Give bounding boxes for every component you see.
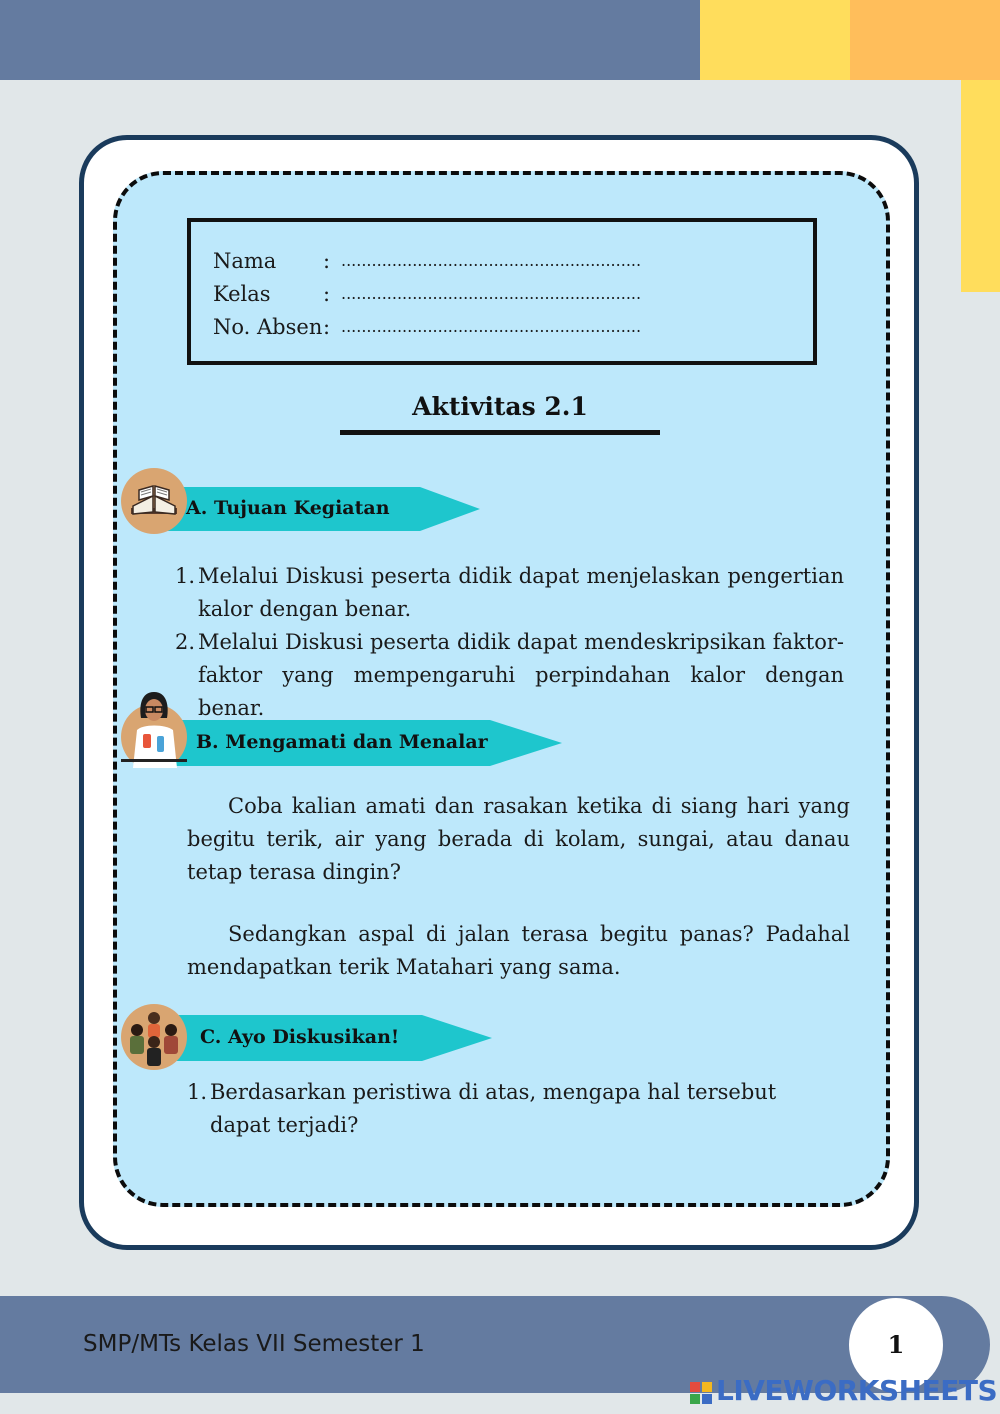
footer-text: SMP/MTs Kelas VII Semester 1 [83, 1331, 425, 1357]
list-item [175, 560, 844, 626]
discussion-group-icon [121, 1004, 187, 1070]
page-number: 1 [887, 1330, 905, 1359]
identity-colon: : [323, 282, 331, 306]
identity-colon: : [323, 249, 331, 273]
list-text: Melalui Diskusi peserta didik dapat mendeskripsikan faktor-faktor yang mempengaruhi perpindahan kalor dengan benar. [198, 630, 844, 720]
class-field[interactable]: ........................................................... [341, 284, 642, 303]
list-text: Melalui Diskusi peserta didik dapat menjelaskan pengertian kalor dengan benar. [198, 564, 844, 621]
title-underline [340, 430, 660, 435]
section-a-banner [150, 487, 480, 531]
section-c-heading: C. Ayo Diskusikan! [200, 1026, 400, 1048]
section-c-banner [150, 1015, 492, 1059]
identity-box [187, 218, 817, 365]
absen-number-field[interactable]: ........................................................... [341, 317, 642, 336]
section-b-paragraph: Sedangkan aspal di jalan terasa begitu panas? Padahal mendapatkan terik Matahari yang sama. [187, 922, 850, 979]
watermark-text: LIVEWORKSHEETS [716, 1374, 998, 1407]
identity-label: Kelas [213, 282, 271, 306]
book-icon [121, 468, 187, 534]
identity-label: Nama [213, 249, 277, 273]
list-number: 2. [175, 630, 196, 654]
list-item [175, 626, 844, 725]
name-field[interactable]: ........................................................... [341, 251, 642, 270]
list-item [187, 1076, 827, 1142]
side-strip [961, 80, 1000, 292]
yellow-block [700, 0, 850, 80]
list-number: 1. [187, 1080, 208, 1104]
identity-label: No. Absen [213, 315, 323, 339]
section-a-heading: A. Tujuan Kegiatan [186, 497, 390, 519]
identity-colon: : [323, 315, 331, 339]
scientist-icon [121, 710, 187, 776]
liveworksheets-logo-icon [690, 1378, 712, 1400]
section-a-list [175, 560, 844, 725]
activity-title: Aktivitas 2.1 [412, 392, 588, 421]
section-b-paragraph: Coba kalian amati dan rasakan ketika di siang hari yang begitu terik, air yang berada di kolam, sungai, atau danau tetap terasa dingin? [187, 794, 850, 884]
section-c-list [187, 1076, 827, 1142]
section-b-heading: B. Mengamati dan Menalar [196, 731, 488, 753]
top-band [0, 0, 700, 80]
section-b-banner [150, 720, 562, 764]
orange-block [850, 0, 1000, 80]
liveworksheets-watermark [690, 1374, 997, 1407]
list-text: Berdasarkan peristiwa di atas, mengapa hal tersebut dapat terjadi? [210, 1080, 777, 1137]
list-number: 1. [175, 564, 196, 588]
